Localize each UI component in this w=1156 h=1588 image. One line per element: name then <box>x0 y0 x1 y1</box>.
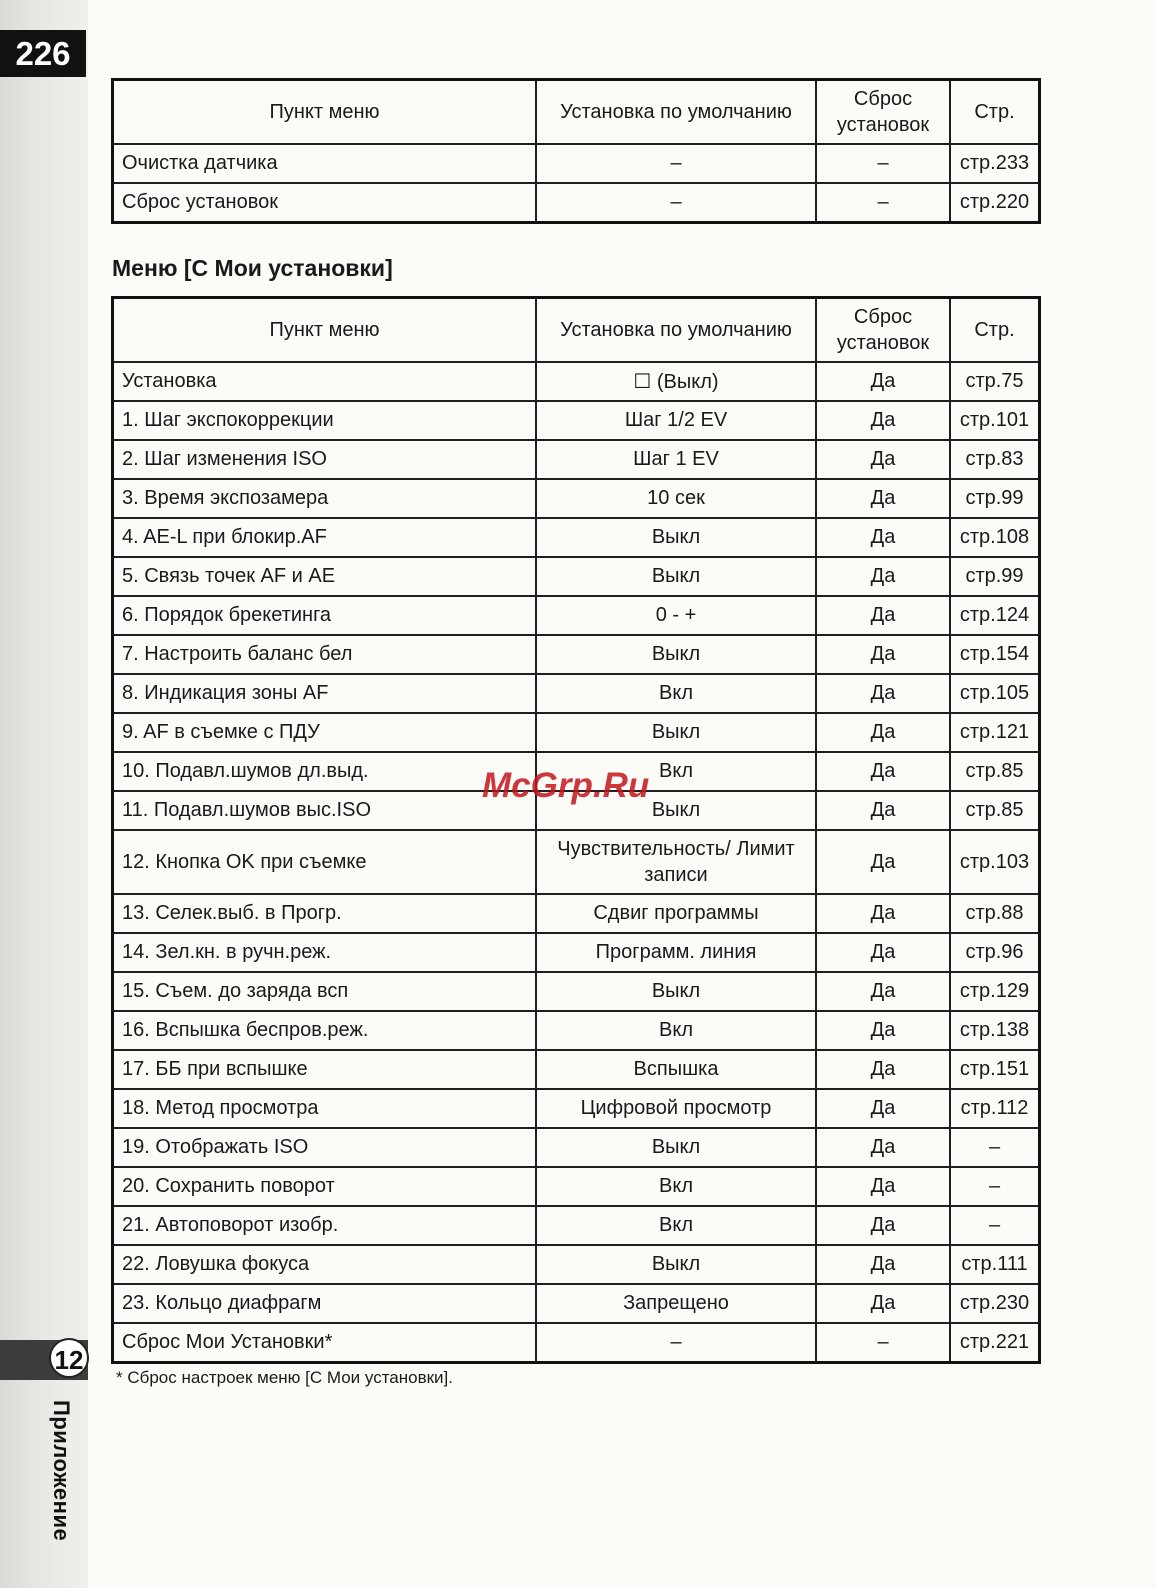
table-row <box>113 401 1040 440</box>
cell-menu-item: 5. Связь точек AF и AE <box>113 557 537 596</box>
cell-default: Сдвиг программы <box>536 894 816 933</box>
cell-reset: Да <box>816 479 950 518</box>
cell-reset: Да <box>816 635 950 674</box>
cell-page: стр.221 <box>950 1323 1040 1363</box>
cell-page: стр.121 <box>950 713 1040 752</box>
cell-default: Выкл <box>536 713 816 752</box>
cell-default: Вспышка <box>536 1050 816 1089</box>
cell-default: Вкл <box>536 1011 816 1050</box>
cell-menu-item: Сброс установок <box>113 183 537 223</box>
cell-default: Выкл <box>536 635 816 674</box>
cell-default: Вкл <box>536 1167 816 1206</box>
header-reset: Сброс установок <box>816 80 950 145</box>
cell-reset: – <box>816 183 950 223</box>
header-page: Стр. <box>950 298 1040 363</box>
cell-reset: Да <box>816 1245 950 1284</box>
cell-menu-item: Сброс Мои Установки* <box>113 1323 537 1363</box>
cell-reset: Да <box>816 972 950 1011</box>
cell-menu-item: 23. Кольцо диафрагм <box>113 1284 537 1323</box>
header-default: Установка по умолчанию <box>536 80 816 145</box>
cell-reset: Да <box>816 557 950 596</box>
cell-reset: Да <box>816 401 950 440</box>
cell-page: стр.112 <box>950 1089 1040 1128</box>
cell-menu-item: 2. Шаг изменения ISO <box>113 440 537 479</box>
cell-menu-item: Очистка датчика <box>113 144 537 183</box>
cell-reset: Да <box>816 362 950 401</box>
cell-reset: Да <box>816 674 950 713</box>
cell-default: ☐ (Выкл) <box>536 362 816 401</box>
table-custom-settings <box>111 296 1041 1364</box>
cell-reset: Да <box>816 1206 950 1245</box>
cell-default: Программ. линия <box>536 933 816 972</box>
cell-default: Вкл <box>536 1206 816 1245</box>
table-row <box>113 972 1040 1011</box>
cell-reset: – <box>816 1323 950 1363</box>
cell-default: Выкл <box>536 557 816 596</box>
header-menu-item: Пункт меню <box>113 80 537 145</box>
cell-page: стр.103 <box>950 830 1040 894</box>
cell-menu-item: 21. Автоповорот изобр. <box>113 1206 537 1245</box>
cell-page: стр.75 <box>950 362 1040 401</box>
cell-menu-item: 18. Метод просмотра <box>113 1089 537 1128</box>
table-row <box>113 830 1040 894</box>
table-row <box>113 713 1040 752</box>
cell-reset: Да <box>816 830 950 894</box>
cell-page: стр.85 <box>950 791 1040 830</box>
chapter-number-badge: 12 <box>49 1338 89 1378</box>
cell-reset: Да <box>816 1167 950 1206</box>
cell-menu-item: 13. Селек.выб. в Прогр. <box>113 894 537 933</box>
header-reset: Сброс установок <box>816 298 950 363</box>
table-row <box>113 894 1040 933</box>
table-row <box>113 1323 1040 1363</box>
cell-menu-item: 6. Порядок брекетинга <box>113 596 537 635</box>
cell-default: Вкл <box>536 674 816 713</box>
table-row <box>113 1245 1040 1284</box>
cell-page: стр.88 <box>950 894 1040 933</box>
cell-reset: Да <box>816 713 950 752</box>
table-row <box>113 1167 1040 1206</box>
cell-page: стр.99 <box>950 479 1040 518</box>
cell-default: Цифровой просмотр <box>536 1089 816 1128</box>
table-row <box>113 596 1040 635</box>
cell-page: стр.220 <box>950 183 1040 223</box>
header-default: Установка по умолчанию <box>536 298 816 363</box>
table-row <box>113 362 1040 401</box>
cell-default: 0 - + <box>536 596 816 635</box>
cell-menu-item: 3. Время экспозамера <box>113 479 537 518</box>
cell-menu-item: 7. Настроить баланс бел <box>113 635 537 674</box>
table-row <box>113 674 1040 713</box>
cell-page: стр.230 <box>950 1284 1040 1323</box>
cell-reset: – <box>816 144 950 183</box>
cell-default: – <box>536 183 816 223</box>
cell-default: Чувствительность/ Лимит записи <box>536 830 816 894</box>
table-row <box>113 1206 1040 1245</box>
page-number: 226 <box>0 30 86 77</box>
table-header-row <box>113 298 1040 363</box>
cell-default: Выкл <box>536 972 816 1011</box>
cell-page: стр.124 <box>950 596 1040 635</box>
cell-default: Запрещено <box>536 1284 816 1323</box>
chapter-label: Приложение <box>49 1400 74 1542</box>
cell-default: – <box>536 1323 816 1363</box>
cell-reset: Да <box>816 1284 950 1323</box>
cell-reset: Да <box>816 1011 950 1050</box>
cell-default: 10 сек <box>536 479 816 518</box>
cell-reset: Да <box>816 596 950 635</box>
cell-page: стр.105 <box>950 674 1040 713</box>
cell-page: стр.154 <box>950 635 1040 674</box>
cell-page: стр.85 <box>950 752 1040 791</box>
table-system-menu <box>111 78 1041 224</box>
cell-default: Выкл <box>536 791 816 830</box>
cell-page: – <box>950 1167 1040 1206</box>
cell-reset: Да <box>816 752 950 791</box>
cell-default: Шаг 1 EV <box>536 440 816 479</box>
table-row <box>113 144 1040 183</box>
cell-page: стр.129 <box>950 972 1040 1011</box>
cell-page: стр.138 <box>950 1011 1040 1050</box>
cell-page: стр.151 <box>950 1050 1040 1089</box>
cell-page: – <box>950 1206 1040 1245</box>
table-row <box>113 1128 1040 1167</box>
cell-default: Выкл <box>536 1245 816 1284</box>
cell-reset: Да <box>816 518 950 557</box>
table-row <box>113 933 1040 972</box>
cell-reset: Да <box>816 791 950 830</box>
cell-menu-item: 19. Отображать ISO <box>113 1128 537 1167</box>
cell-default: Шаг 1/2 EV <box>536 401 816 440</box>
cell-default: Выкл <box>536 1128 816 1167</box>
table-header-row <box>113 80 1040 145</box>
cell-menu-item: 22. Ловушка фокуса <box>113 1245 537 1284</box>
header-menu-item: Пункт меню <box>113 298 537 363</box>
table-row <box>113 183 1040 223</box>
cell-menu-item: 20. Сохранить поворот <box>113 1167 537 1206</box>
cell-page: стр.108 <box>950 518 1040 557</box>
header-page: Стр. <box>950 80 1040 145</box>
cell-default: – <box>536 144 816 183</box>
cell-menu-item: 10. Подавл.шумов дл.выд. <box>113 752 537 791</box>
cell-reset: Да <box>816 933 950 972</box>
cell-page: стр.96 <box>950 933 1040 972</box>
cell-menu-item: 17. ББ при вспышке <box>113 1050 537 1089</box>
cell-page: – <box>950 1128 1040 1167</box>
cell-page: стр.83 <box>950 440 1040 479</box>
cell-menu-item: 12. Кнопка OK при съемке <box>113 830 537 894</box>
cell-menu-item: 8. Индикация зоны AF <box>113 674 537 713</box>
cell-reset: Да <box>816 1050 950 1089</box>
cell-menu-item: 4. AE-L при блокир.AF <box>113 518 537 557</box>
table-row <box>113 635 1040 674</box>
cell-page: стр.111 <box>950 1245 1040 1284</box>
cell-default: Выкл <box>536 518 816 557</box>
cell-reset: Да <box>816 1128 950 1167</box>
table-row <box>113 1089 1040 1128</box>
table-row <box>113 557 1040 596</box>
cell-reset: Да <box>816 894 950 933</box>
cell-page: стр.233 <box>950 144 1040 183</box>
cell-default: Вкл <box>536 752 816 791</box>
cell-menu-item: 9. AF в съемке с ПДУ <box>113 713 537 752</box>
table-row <box>113 1284 1040 1323</box>
table-row <box>113 1011 1040 1050</box>
cell-menu-item: 11. Подавл.шумов выс.ISO <box>113 791 537 830</box>
cell-menu-item: 16. Вспышка беспров.реж. <box>113 1011 537 1050</box>
cell-menu-item: Установка <box>113 362 537 401</box>
table-row <box>113 479 1040 518</box>
cell-page: стр.99 <box>950 557 1040 596</box>
cell-menu-item: 1. Шаг экспокоррекции <box>113 401 537 440</box>
watermark-text: McGrp.Ru <box>482 766 650 805</box>
cell-page: стр.101 <box>950 401 1040 440</box>
cell-menu-item: 15. Съем. до заряда всп <box>113 972 537 1011</box>
cell-reset: Да <box>816 440 950 479</box>
table-row <box>113 440 1040 479</box>
table-row <box>113 518 1040 557</box>
table-row <box>113 1050 1040 1089</box>
section-title: Меню [C Мои установки] <box>112 255 393 281</box>
footnote: * Сброс настроек меню [C Мои установки]. <box>116 1368 454 1387</box>
cell-reset: Да <box>816 1089 950 1128</box>
cell-menu-item: 14. Зел.кн. в ручн.реж. <box>113 933 537 972</box>
